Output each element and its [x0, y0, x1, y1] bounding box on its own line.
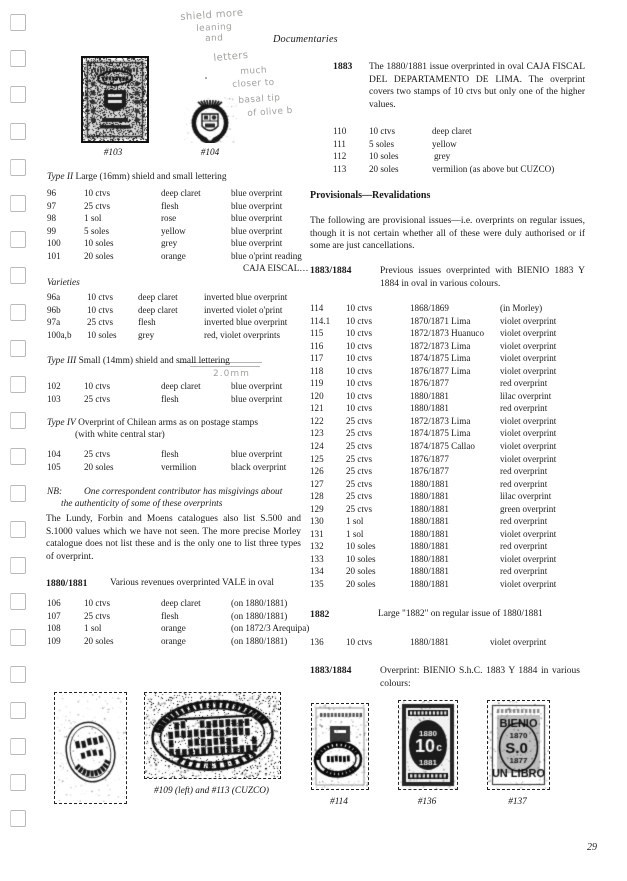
binding-hole — [10, 86, 26, 103]
row-no: 96b — [47, 304, 61, 315]
row-desc: violet overprint — [500, 340, 557, 351]
issue-1883-year: 1883 — [333, 61, 353, 72]
row-denom: 1 sol — [346, 516, 364, 527]
pencil-speck-1 — [205, 77, 207, 79]
binding-hole — [10, 376, 26, 393]
row-desc: violet overprint — [500, 353, 557, 364]
figure-stamp-113 — [144, 692, 281, 779]
row-no: 127 — [310, 478, 324, 489]
row-denom: 10 soles — [84, 238, 114, 249]
row-desc: violet overprint — [500, 365, 557, 376]
binding-hole — [10, 666, 26, 683]
type2-label: Type II — [47, 172, 74, 182]
row-denom: 10 ctvs — [346, 637, 373, 647]
row-desc: violet overprint — [500, 579, 557, 590]
row-desc: inverted blue overprint — [204, 317, 288, 328]
row-denom: 25 ctvs — [346, 441, 373, 452]
binding-hole — [10, 593, 26, 610]
row-colour: flesh — [161, 449, 179, 459]
row-denom: 20 soles — [84, 250, 114, 261]
figure-caption-104: #104 — [200, 148, 220, 158]
row-issue: 1876/1877 — [410, 378, 449, 389]
row-no: 107 — [47, 610, 61, 621]
row-desc: violet overprint — [500, 441, 557, 452]
row-issue: 1876/1877 Lima — [410, 365, 471, 376]
row-colour: deep claret — [138, 292, 178, 302]
row-colour: grey — [138, 329, 155, 340]
row-no: 104 — [47, 449, 61, 459]
binding-hole — [10, 557, 26, 574]
row-denom: 10 soles — [346, 541, 376, 552]
row-no: 125 — [310, 453, 324, 464]
nb-line-2: the authenticity of some of these overprints — [61, 499, 223, 509]
row-denom: 25 ctvs — [346, 478, 373, 489]
figure-caption-103: #103 — [103, 148, 123, 158]
row-denom: 25 ctvs — [346, 415, 373, 426]
row-desc: violet overprint — [500, 453, 557, 464]
type4-label: Type IV — [47, 418, 76, 428]
issue-1883-1884-year: 1883/1884 — [310, 265, 352, 276]
row-no: 135 — [310, 579, 324, 590]
binding-hole — [10, 521, 26, 538]
figure-stamp-136 — [398, 700, 458, 790]
row-no: 131 — [310, 528, 324, 539]
row-issue: 1872/1873 Lima — [410, 415, 471, 426]
binding-hole — [10, 774, 26, 791]
row-no: 122 — [310, 415, 324, 426]
row-desc: violet overprint — [500, 328, 557, 339]
row-denom: 5 soles — [369, 138, 395, 149]
row-no: 118 — [310, 365, 324, 376]
row-desc: yellow — [432, 138, 457, 149]
row-no: 130 — [310, 516, 324, 527]
row-denom: 10 ctvs — [346, 303, 373, 313]
type4-subtitle: (with white central star) — [75, 430, 165, 440]
row-desc: violet overprint — [500, 428, 557, 439]
handwriting-note-7: basal tip — [238, 93, 281, 106]
row-desc: red overprint — [500, 566, 548, 577]
row-desc: red overprint — [500, 403, 548, 414]
binding-hole — [10, 485, 26, 502]
row-desc: blue overprint — [231, 238, 283, 249]
row-denom: 20 soles — [346, 579, 376, 590]
row-denom: 10 ctvs — [346, 403, 373, 414]
row-desc: deep claret — [432, 126, 472, 136]
row-issue: 1874/1875 Lima — [410, 428, 471, 439]
handwriting-note-6: closer to — [232, 77, 275, 90]
row-no: 97 — [47, 200, 57, 211]
row-issue: 1874/1875 Lima — [410, 353, 471, 364]
row-no: 119 — [310, 378, 324, 389]
figure-stamp-109 — [54, 692, 127, 804]
row-denom: 10 soles — [346, 553, 376, 564]
row-issue: 1870/1871 Lima — [410, 315, 471, 326]
row-desc: red overprint — [500, 541, 548, 552]
row-issue: 1880/1881 — [410, 503, 449, 514]
row-denom: 10 ctvs — [346, 378, 373, 389]
row-no: 96a — [47, 292, 61, 302]
row-issue: 1880/1881 — [410, 478, 449, 489]
binding-hole — [10, 304, 26, 321]
row-no: 114.1 — [310, 315, 331, 326]
row-denom: 10 ctvs — [346, 390, 373, 401]
provisionals-heading: Provisionals—Revalidations — [310, 190, 431, 201]
row-desc: inverted blue overprint — [204, 292, 288, 302]
row-desc: blue overprint — [231, 393, 283, 404]
row-denom: 25 ctvs — [84, 449, 111, 459]
binding-hole — [10, 267, 26, 284]
row-desc: red, violet overprints — [204, 329, 281, 340]
row-colour: deep claret — [161, 598, 201, 608]
row-colour: rose — [161, 213, 177, 224]
row-no: 116 — [310, 340, 324, 351]
row-no: 120 — [310, 390, 324, 401]
row-no: 106 — [47, 598, 61, 608]
figure-stamp-114 — [311, 703, 369, 790]
row-denom: 25 ctvs — [346, 453, 373, 464]
issue-1883-1884-body: Previous issues overprinted with BIENIO 1883 Y 1884 in oval in various colours. — [380, 266, 585, 289]
figure-caption-114: #114 — [330, 797, 348, 807]
row-desc: (on 1880/1881) — [231, 598, 288, 608]
row-denom: 25 ctvs — [346, 466, 373, 477]
row-no: 110 — [333, 126, 347, 136]
figure-caption-109-113: #109 (left) and #113 (CUZCO) — [154, 786, 269, 796]
row-desc: red overprint — [500, 478, 548, 489]
row-desc: (on 1872/3 Arequipa) — [231, 623, 310, 634]
row-desc: blue overprint — [231, 200, 283, 211]
handwriting-note-8: of olive b — [247, 105, 294, 119]
row-issue: 1880/1881 — [410, 491, 449, 502]
row-desc: grey — [434, 151, 451, 162]
type4-title: Overprint of Chilean arms as on postage stamps — [78, 418, 258, 428]
binding-hole — [10, 340, 26, 357]
row-issue: 1876/1877 — [410, 466, 449, 477]
row-denom: 10 ctvs — [346, 328, 373, 339]
handwriting-measurement: 2.0mm — [213, 369, 250, 379]
row-desc: (on 1880/1881) — [231, 610, 288, 621]
row-denom: 10 ctvs — [84, 598, 111, 608]
row-desc: red overprint — [500, 378, 548, 389]
row-denom: 10 ctvs — [346, 353, 373, 364]
row-no: 102 — [47, 381, 61, 391]
row-desc: inverted violet o'print — [204, 304, 283, 315]
row-no: 112 — [333, 151, 347, 162]
page-number: 29 — [587, 842, 597, 853]
row-denom: 25 ctvs — [346, 491, 373, 502]
row-issue: 1880/1881 — [410, 528, 449, 539]
row-denom: 25 ctvs — [346, 503, 373, 514]
handwriting-note-4: letters — [213, 49, 249, 64]
row-desc: black overprint — [231, 461, 287, 472]
row-denom: 10 ctvs — [369, 126, 396, 136]
issue-1883-1884b-body: Overprint: BIENIO S.h.C. 1883 Y 1884 in various colours: — [380, 666, 580, 689]
row-denom: 10 soles — [369, 151, 399, 162]
row-denom: 10 ctvs — [87, 292, 114, 302]
row-denom: 1 sol — [84, 213, 102, 224]
row-no: 134 — [310, 566, 324, 577]
row-desc: blue overprint — [231, 449, 283, 459]
row-no: 100a,b — [47, 329, 72, 340]
row-no: 126 — [310, 466, 324, 477]
row-desc-continuation: CAJA EISCAL… — [243, 263, 309, 274]
row-no: 98 — [47, 213, 57, 224]
row-desc: violet overprint — [490, 637, 547, 647]
row-desc: violet overprint — [500, 553, 557, 564]
row-desc: (on 1880/1881) — [231, 635, 288, 646]
row-denom: 10 ctvs — [346, 315, 373, 326]
row-no: 113 — [333, 163, 347, 174]
row-denom: 10 ctvs — [346, 365, 373, 376]
row-no: 129 — [310, 503, 324, 514]
row-no: 124 — [310, 441, 324, 452]
row-no: 96 — [47, 188, 57, 198]
row-issue: 1880/1881 — [410, 390, 449, 401]
handwriting-note-1: shield more — [180, 7, 244, 23]
row-no: 99 — [47, 225, 57, 236]
row-no: 109 — [47, 635, 61, 646]
row-issue: 1874/1875 Callao — [410, 441, 475, 452]
row-desc: blue overprint — [231, 213, 283, 224]
issue-1883-1884b-year: 1883/1884 — [310, 665, 352, 676]
row-issue: 1868/1869 — [410, 303, 449, 313]
row-desc: violet overprint — [500, 315, 557, 326]
row-desc: blue o'print reading — [231, 250, 302, 261]
page-header: Documentaries — [273, 34, 338, 45]
row-issue: 1872/1873 Lima — [410, 340, 471, 351]
row-denom: 25 ctvs — [346, 428, 373, 439]
row-denom: 1 sol — [84, 623, 102, 634]
row-desc: red overprint — [500, 516, 548, 527]
row-colour: orange — [161, 250, 186, 261]
row-desc: blue overprint — [231, 381, 283, 391]
binding-hole — [10, 448, 26, 465]
row-denom: 1 sol — [346, 528, 364, 539]
handwriting-underline — [190, 366, 260, 367]
row-issue: 1880/1881 — [410, 541, 449, 552]
row-colour: flesh — [161, 200, 179, 211]
row-desc: lilac overprint — [500, 491, 552, 502]
type2-title: Large (16mm) shield and small lettering — [75, 172, 227, 182]
binding-hole — [10, 738, 26, 755]
row-denom: 5 soles — [84, 225, 110, 236]
row-desc: lilac overprint — [500, 390, 552, 401]
row-no: 115 — [310, 328, 324, 339]
type4-heading — [47, 418, 258, 428]
row-issue: 1880/1881 — [410, 637, 449, 647]
row-denom: 25 ctvs — [87, 317, 114, 328]
nb-label: NB: — [47, 487, 63, 497]
row-denom: 20 soles — [346, 566, 376, 577]
row-colour: vermilion — [161, 461, 197, 472]
row-no: 103 — [47, 393, 61, 404]
row-no: 132 — [310, 541, 324, 552]
figure-caption-137: #137 — [508, 797, 527, 807]
row-colour: flesh — [161, 610, 179, 621]
row-no: 133 — [310, 553, 324, 564]
binding-hole — [10, 123, 26, 140]
row-denom: 25 ctvs — [84, 610, 111, 621]
binding-hole — [10, 195, 26, 212]
row-issue: 1880/1881 — [410, 566, 449, 577]
row-no: 114 — [310, 303, 324, 313]
row-desc: blue overprint — [231, 225, 283, 236]
figure-stamp-137 — [487, 700, 550, 790]
row-denom: 10 ctvs — [84, 188, 111, 198]
row-denom: 20 soles — [369, 163, 399, 174]
row-issue: 1880/1881 — [410, 403, 449, 414]
row-no: 121 — [310, 403, 324, 414]
type3-heading — [47, 356, 230, 366]
binding-hole — [10, 702, 26, 719]
row-colour: orange — [161, 635, 186, 646]
row-no: 100 — [47, 238, 61, 249]
row-denom: 10 soles — [87, 329, 117, 340]
binding-hole — [10, 629, 26, 646]
binding-hole — [10, 231, 26, 248]
row-issue: 1876/1877 — [410, 453, 449, 464]
issue-1883-body: The 1880/1881 issue overprinted in oval CAJA FISCAL DEL DEPARTAMENTO DE LIMA. The overprint covers two stamps of 10 ctvs but only one of the higher values. — [369, 62, 585, 110]
catalogues-paragraph: The Lundy, Forbin and Moens catalogues also list S.500 and S.1000 values which we have not seen. The more precise Morley catalogue does not list these and is the only one to list three types of overprint. — [46, 514, 301, 562]
row-colour: flesh — [138, 317, 156, 328]
row-issue: 1872/1873 Huanuco — [410, 328, 485, 339]
row-no: 117 — [310, 353, 324, 364]
binding-hole — [10, 50, 26, 67]
provisionals-paragraph: The following are provisional issues—i.e. overprints on regular issues, though it is not certain whether all of these were duly authorised or if some are just cancellations. — [310, 216, 585, 252]
row-colour: deep claret — [161, 188, 201, 198]
row-issue: 1880/1881 — [410, 516, 449, 527]
type2-heading — [47, 172, 227, 182]
varieties-heading: Varieties — [47, 278, 80, 288]
row-no: 101 — [47, 250, 61, 261]
row-colour: grey — [161, 238, 178, 249]
row-denom: 20 soles — [84, 635, 114, 646]
row-no: 136 — [310, 637, 324, 647]
handwriting-note-3: and — [205, 33, 224, 44]
row-colour: flesh — [161, 393, 179, 404]
figure-caption-136: #136 — [417, 797, 437, 807]
nb-line-1: One correspondent contributor has misgivings about — [84, 487, 283, 497]
row-no: 128 — [310, 491, 324, 502]
row-colour: deep claret — [161, 381, 201, 391]
handwriting-note-5: much — [240, 65, 268, 77]
row-desc: blue overprint — [231, 188, 283, 198]
type3-label: Type III — [47, 356, 77, 366]
issue-1882-year: 1882 — [310, 609, 330, 620]
binding-hole — [10, 14, 26, 31]
row-issue: 1880/1881 — [410, 553, 449, 564]
row-no: 111 — [333, 138, 346, 149]
row-desc: (in Morley) — [500, 303, 543, 313]
type3-title: Small (14mm) shield and small lettering — [78, 356, 230, 366]
row-issue: 1880/1881 — [410, 579, 449, 590]
binding-holes — [10, 14, 32, 834]
binding-hole — [10, 159, 26, 176]
row-denom: 10 ctvs — [87, 304, 114, 315]
row-no: 105 — [47, 461, 61, 472]
row-no: 108 — [47, 623, 61, 634]
row-denom: 20 soles — [84, 461, 114, 472]
row-no: 97a — [47, 317, 61, 328]
row-desc: vermilion (as above but CUZCO) — [432, 163, 555, 174]
row-denom: 25 ctvs — [84, 200, 111, 211]
binding-hole — [10, 810, 26, 827]
issue-1880-year: 1880/1881 — [46, 578, 88, 589]
row-denom: 25 ctvs — [84, 393, 111, 404]
row-denom: 10 ctvs — [84, 381, 111, 391]
binding-hole — [10, 412, 26, 429]
row-no: 123 — [310, 428, 324, 439]
row-colour: deep claret — [138, 304, 178, 315]
row-desc: red overprint — [500, 466, 548, 477]
row-colour: orange — [161, 623, 186, 634]
issue-1880-title: Various revenues overprinted VALE in oval — [110, 578, 274, 588]
row-desc: green overprint — [500, 503, 556, 514]
row-desc: violet overprint — [500, 415, 557, 426]
issue-1882-body: Large "1882" on regular issue of 1880/1881 — [378, 609, 543, 619]
row-desc: violet overprint — [500, 528, 557, 539]
handwriting-note-2: leaning — [196, 22, 233, 34]
figure-arms-104 — [183, 97, 237, 143]
row-denom: 10 ctvs — [346, 340, 373, 351]
figure-stamp-103 — [81, 56, 149, 143]
row-colour: yellow — [161, 225, 186, 236]
